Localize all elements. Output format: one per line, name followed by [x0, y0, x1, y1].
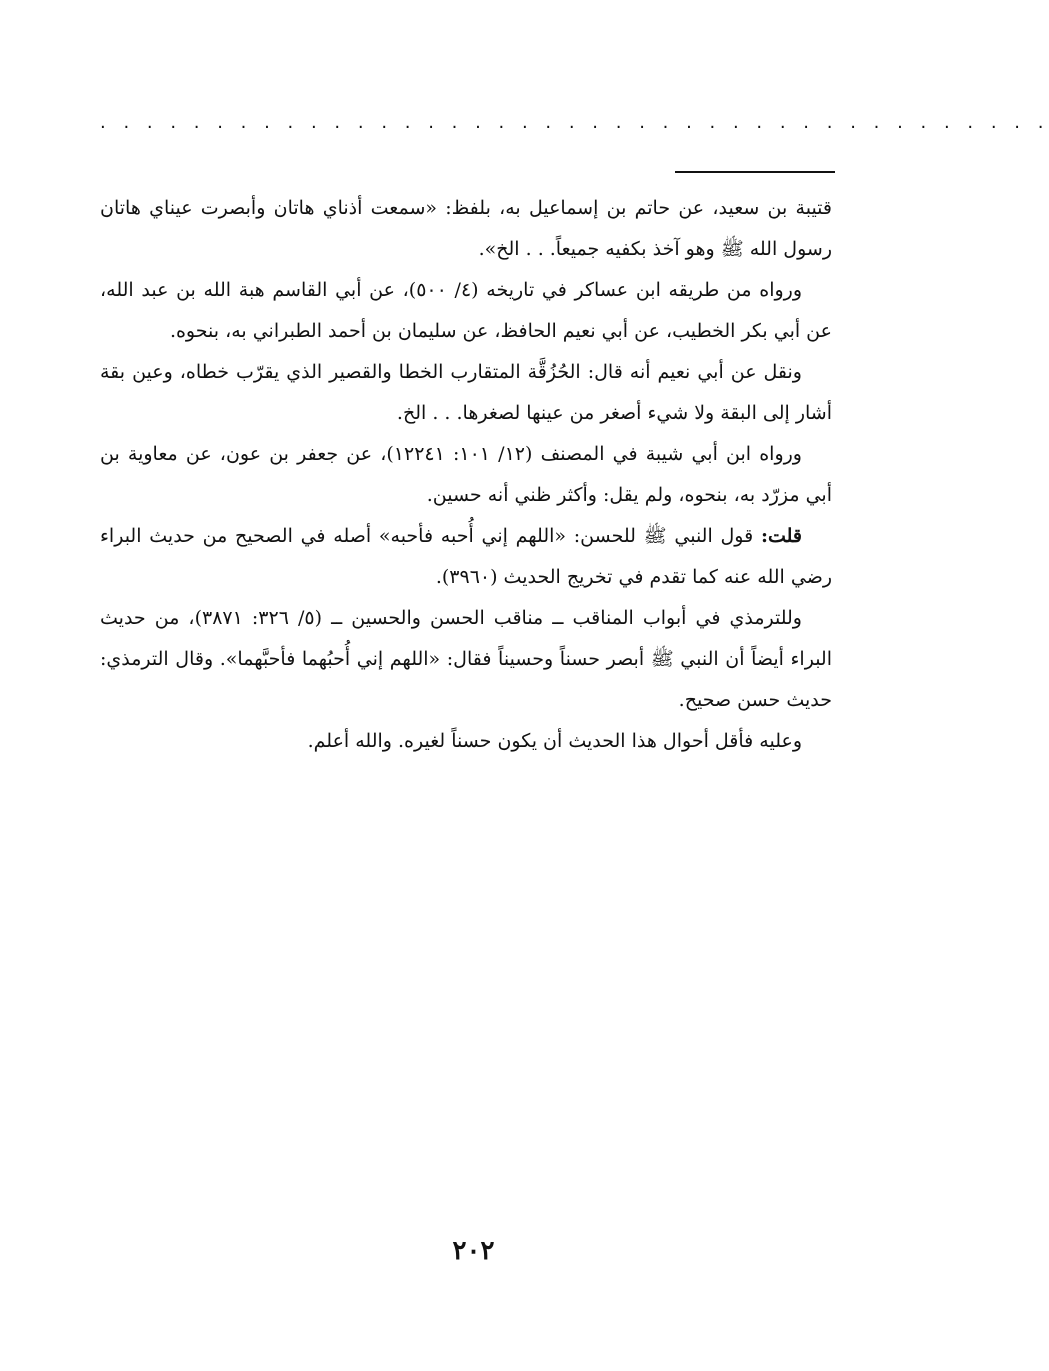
paragraph-text: ورواه من طريقه ابن عساكر في تاريخه (٤/ ٥٠٠)، عن أبي القاسم هبة الله بن عبد الله، عن أبي بكر الخطيب، عن أبي نعيم الحافظ، عن سليمان بن أحمد الطبراني به، بنحوه.	[100, 279, 832, 342]
footnote-body	[100, 188, 832, 762]
paragraph-text: قتيبة بن سعيد، عن حاتم بن إسماعيل به، بلفظ: «سمعت أذناي هاتان وأبصرت عيناي هاتان رسول الله ﷺ وهو آخذ بكفيه جميعاً. . . الخ».	[100, 197, 832, 260]
paragraph-5	[100, 516, 832, 598]
paragraph-text: ورواه ابن أبي شيبة في المصنف (١٢/ ١٠١: ١٢٢٤١)، عن جعفر بن عون، عن معاوية بن أبي مزرّد به، بنحوه، ولم يقل: وأكثر ظني أنه حسين.	[100, 443, 832, 506]
page-number: ٢٠٢	[452, 1236, 495, 1266]
paragraph-3	[100, 352, 832, 434]
paragraph-lead: قلت:	[760, 525, 802, 547]
paragraph-text: قول النبي ﷺ للحسن: «اللهم إني أُحبه فأحبه» أصله في الصحيح من حديث البراء رضي الله عنه كما تقدم في تخريج الحديث (٣٩٦٠).	[100, 525, 832, 588]
paragraph-2	[100, 270, 832, 352]
dotted-separator: . . . . . . . . . . . . . . . . . . . . . . . . . . . . . . . . . . . . . . . . .	[100, 112, 1049, 133]
footnote-rule	[675, 171, 835, 173]
paragraph-text: ونقل عن أبي نعيم أنه قال: الحُزُقَّة المتقارب الخطا والقصير الذي يقرّب خطاه، وعين بقة أشار إلى البقة ولا شيء أصغر من عينها لصغرها. . . الخ.	[100, 361, 832, 424]
paragraph-7	[100, 721, 832, 762]
paragraph-1	[100, 188, 832, 270]
paragraph-6	[100, 598, 832, 721]
paragraph-text: وعليه فأقل أحوال هذا الحديث أن يكون حسناً لغيره. والله أعلم.	[307, 730, 802, 752]
paragraph-4	[100, 434, 832, 516]
paragraph-text: وللترمذي في أبواب المناقب ــ مناقب الحسن والحسين ــ (٥/ ٣٢٦: ٣٨٧١)، من حديث البراء أيضاً أن النبي ﷺ أبصر حسناً وحسيناً فقال: «اللهم إني أُحبُهما فأحبَّهما». وقال الترمذي: حديث حسن صحيح.	[100, 607, 832, 711]
